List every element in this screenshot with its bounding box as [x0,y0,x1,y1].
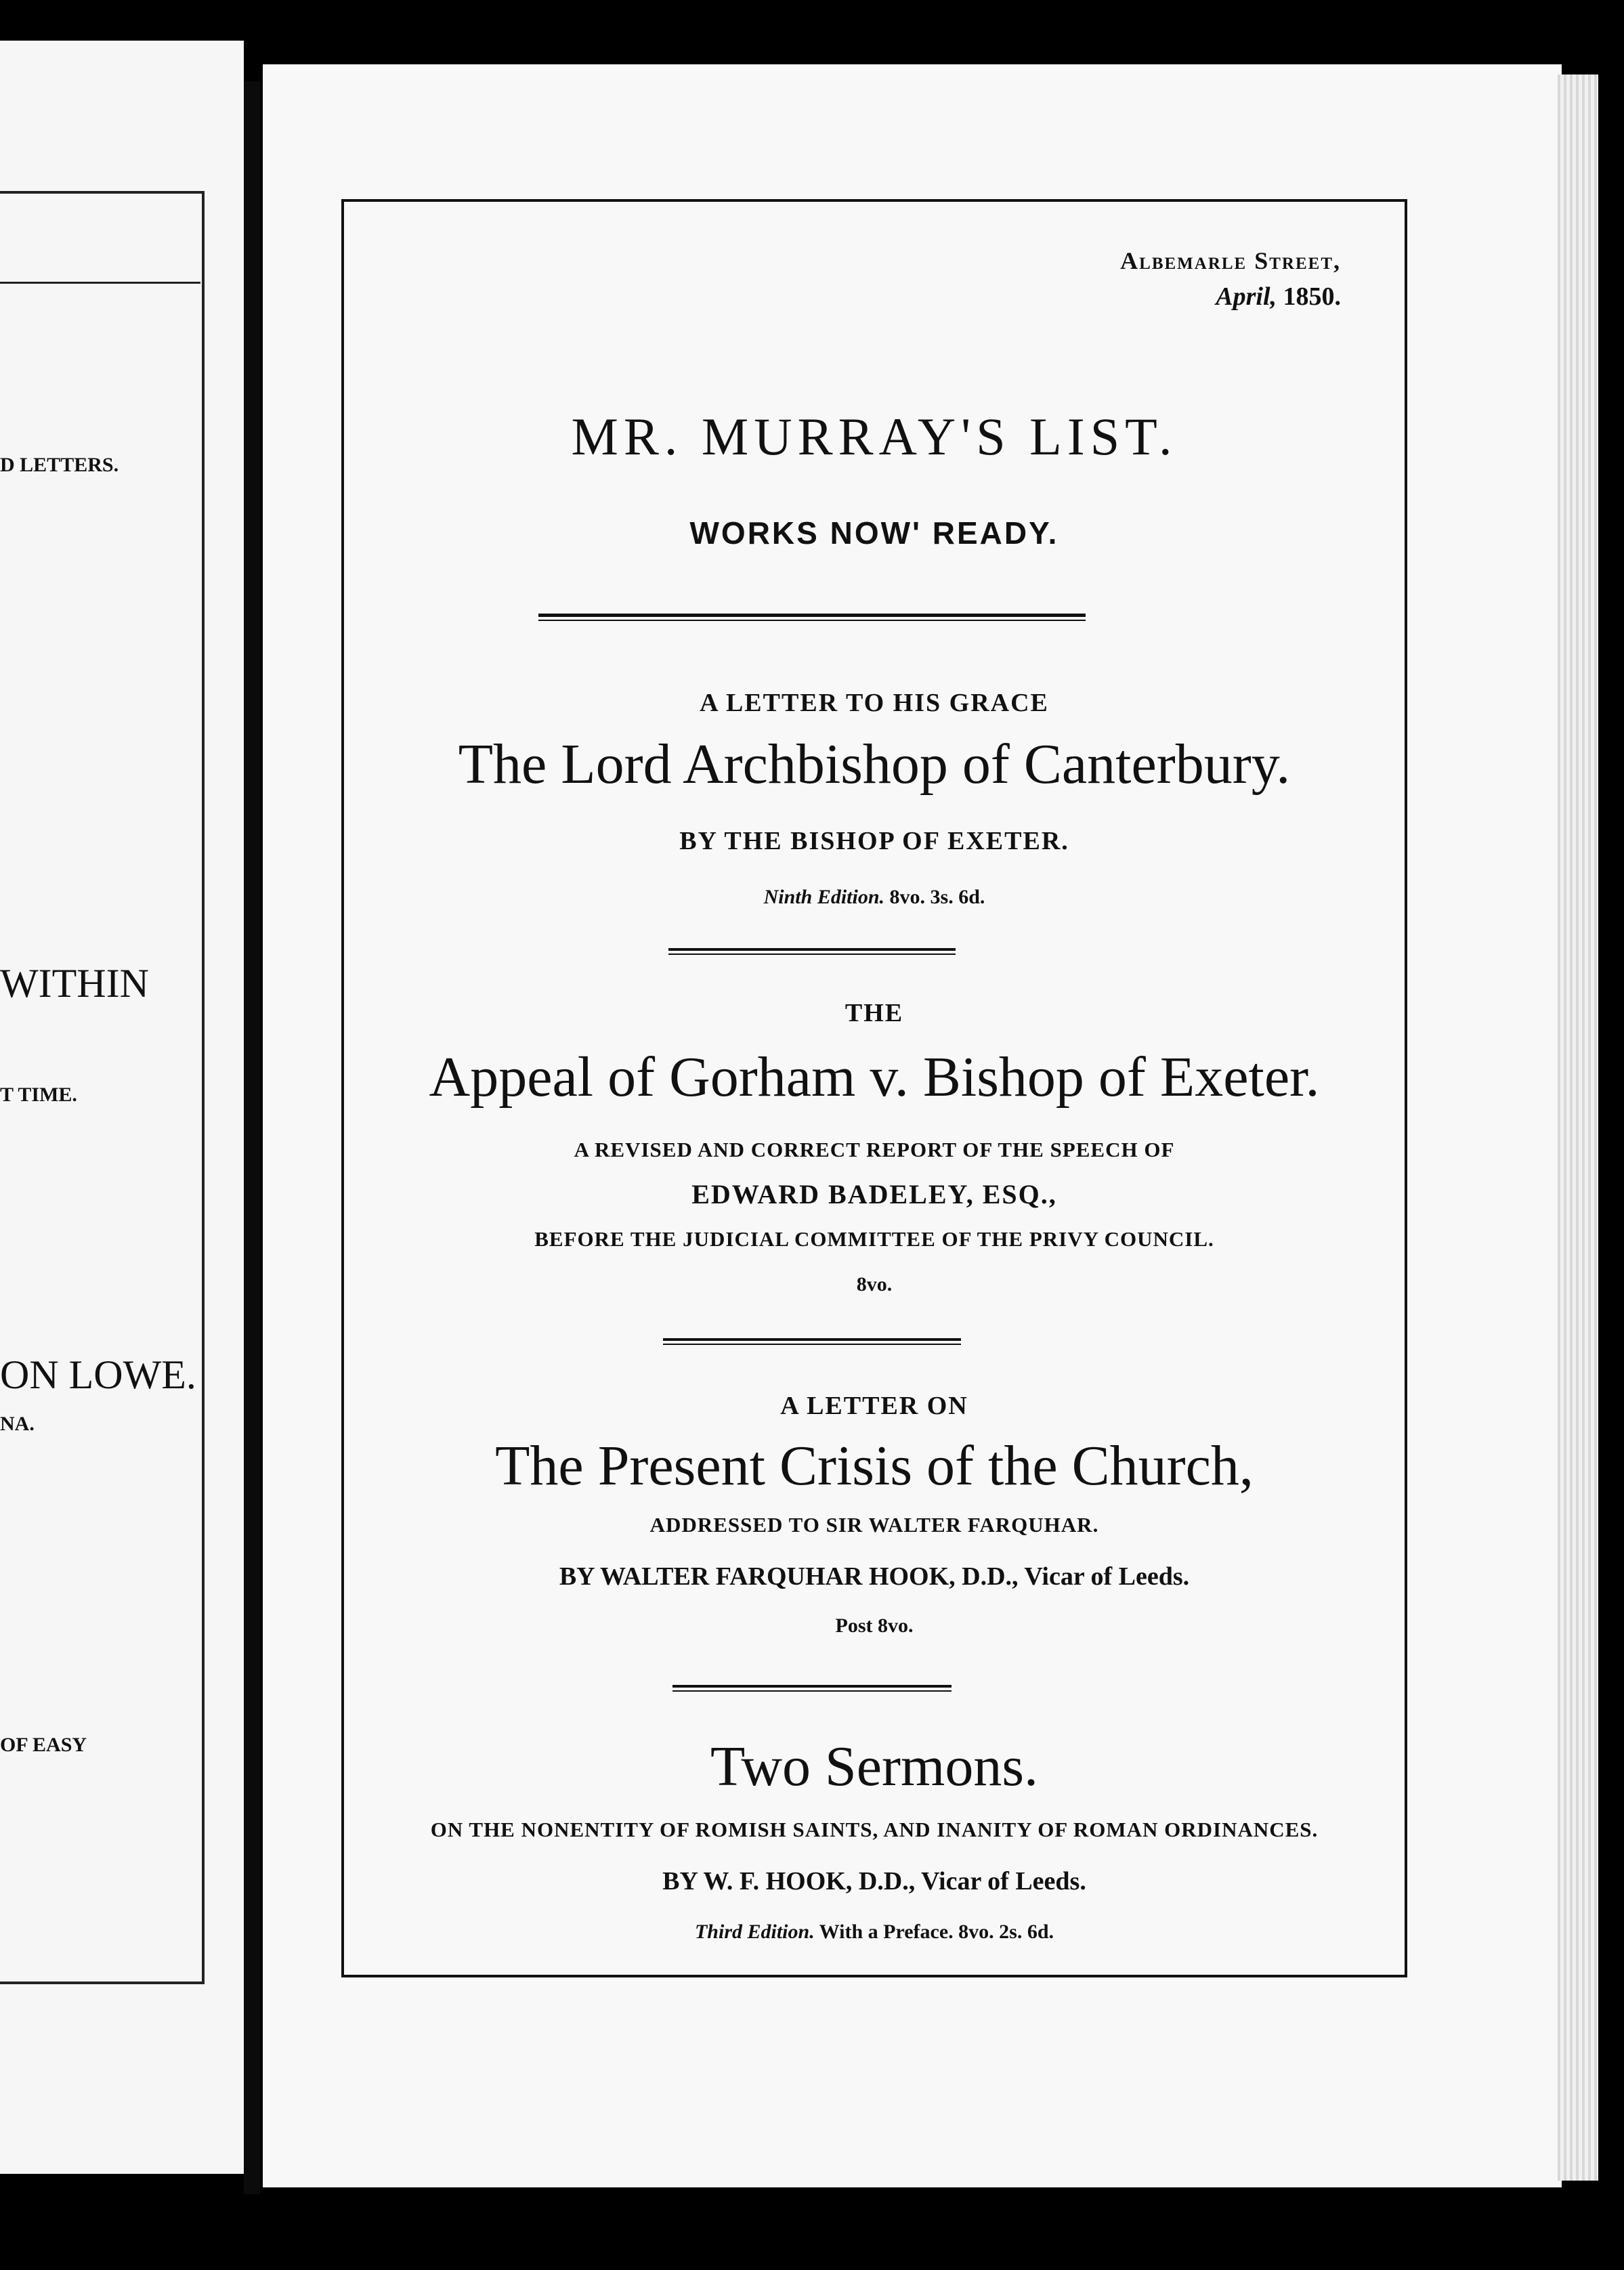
left-fragment: D LETTERS. [0,454,119,476]
work-byline: BY WALTER FARQUHAR HOOK, D.D., Vicar of Leeds. [559,1562,1190,1591]
work-title: The Present Crisis of the Church, [495,1434,1254,1497]
book-spine [244,81,260,2194]
work-intro: THE [845,999,904,1027]
edition-price: 8vo. 3s. 6d. [889,886,985,908]
header-date [1216,282,1341,312]
edition-label: Ninth Edition. [763,886,885,908]
header-street: Albemarle Street, [1120,247,1341,274]
work-title: The Lord Archbishop of Canterbury. [458,733,1291,796]
page-title: MR. MURRAY'S LIST. [571,407,1178,466]
work-title: Two Sermons. [710,1735,1039,1798]
divider [538,614,1086,621]
divider [672,1685,952,1692]
left-fragment: WITHIN [0,961,149,1006]
work-edition [341,1921,1407,1944]
work-author: EDWARD BADELEY, ESQ., [691,1179,1057,1209]
work-edition [341,886,1407,909]
work-description: ADDRESSED TO SIR WALTER FARQUHAR. [649,1513,1099,1537]
left-fragment: OF EASY [0,1734,87,1756]
page-subtitle: WORKS NOW' READY. [689,515,1059,551]
work-byline: BY THE BISHOP OF EXETER. [679,827,1069,855]
previous-page-rule [0,282,200,284]
work-title: Appeal of Gorham v. Bishop of Exeter. [429,1046,1320,1109]
work-description: A REVISED AND CORRECT REPORT OF THE SPEECH OF [574,1138,1175,1161]
work-byline: BY W. F. HOOK, D.D., Vicar of Leeds. [662,1867,1086,1896]
left-fragment: ON LOWE. [0,1352,196,1397]
work-format: Post 8vo. [835,1614,914,1637]
edition-label: Third Edition. [694,1921,815,1943]
header-year: 1850. [1283,282,1341,311]
work-format: 8vo. [856,1273,893,1295]
work-intro: A LETTER TO HIS GRACE [700,689,1049,717]
work-description: BEFORE THE JUDICIAL COMMITTEE OF THE PRIVY COUNCIL. [534,1227,1214,1251]
work-intro: A LETTER ON [780,1392,968,1420]
divider [668,948,956,955]
page-edges [1558,74,1598,2181]
work-description: ON THE NONENTITY OF ROMISH SAINTS, AND INANITY OF ROMAN ORDINANCES. [430,1818,1319,1841]
divider [663,1338,961,1345]
left-fragment: T TIME. [0,1084,77,1106]
header-month: April, [1216,282,1277,311]
edition-price: With a Preface. 8vo. 2s. 6d. [819,1921,1054,1943]
left-fragment: NA. [0,1413,35,1435]
